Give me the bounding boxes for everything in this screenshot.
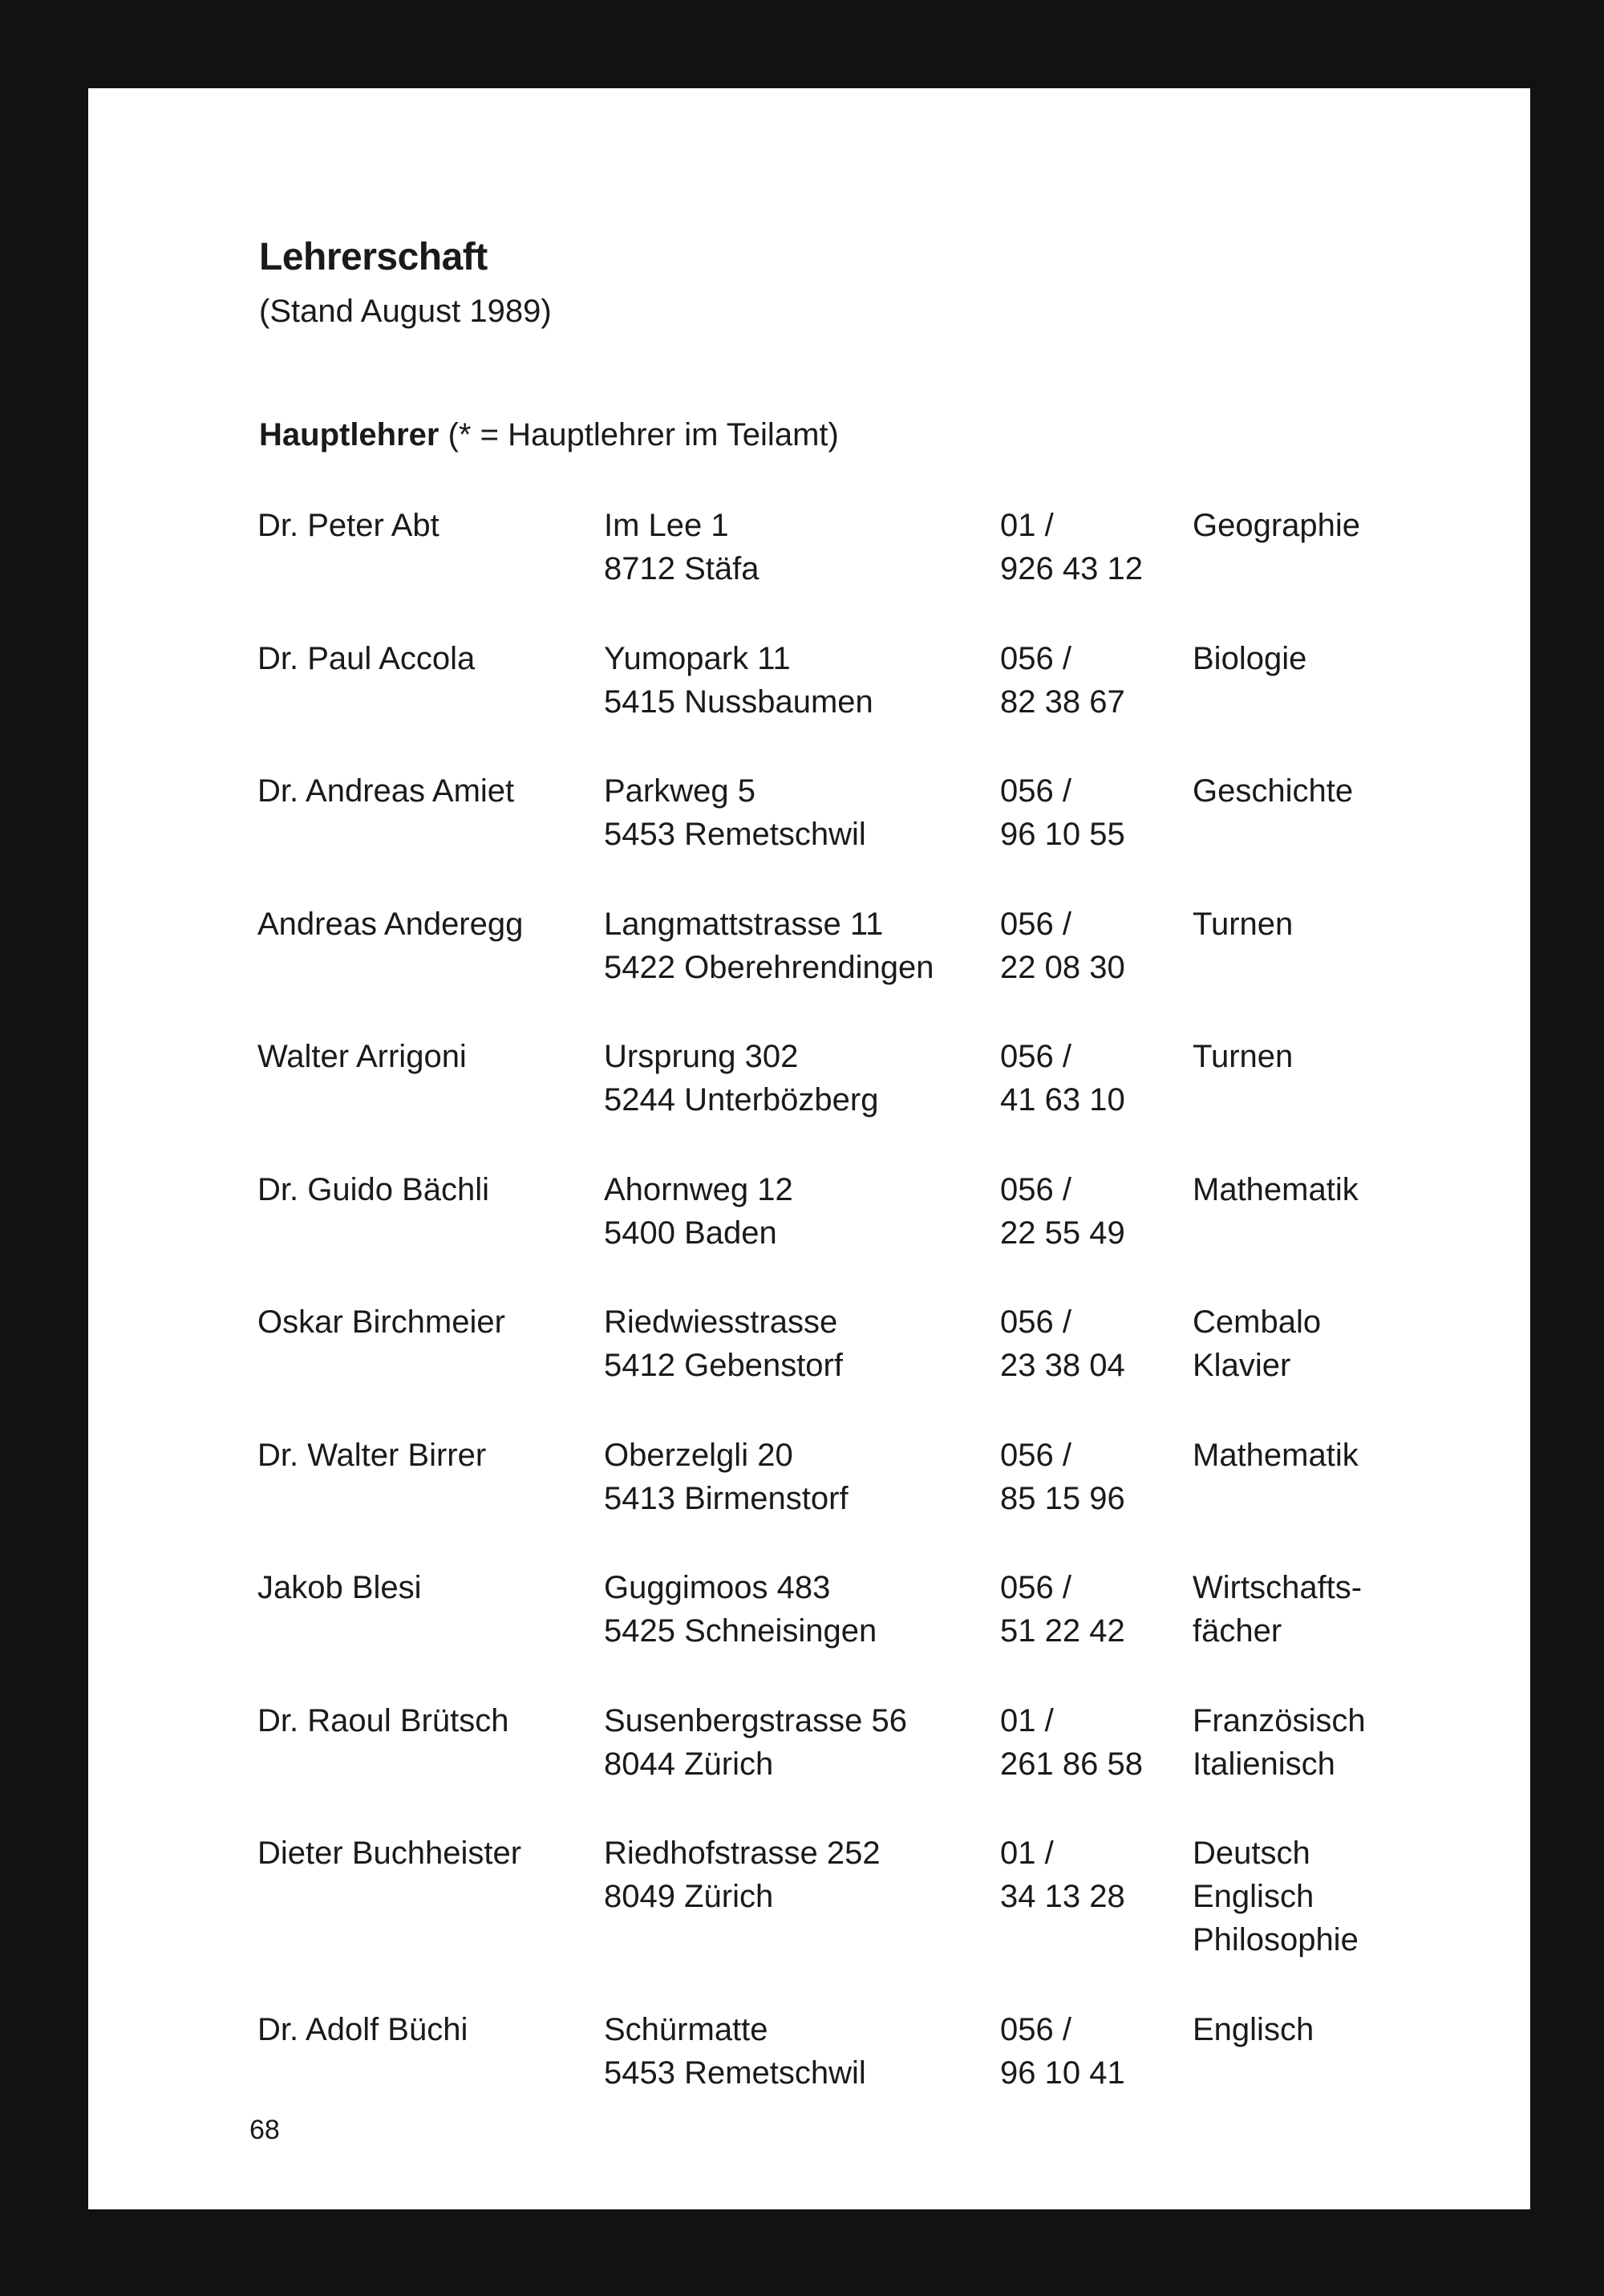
name-text: Dr. Peter Abt [257,508,439,543]
name-text: Dieter Buchheister [257,1836,522,1871]
phone-number: 23 38 04 [1000,1348,1125,1383]
teacher-subjects [1193,1699,1366,1786]
address-street: Ursprung 302 [604,1039,799,1074]
teacher-phone [1000,1699,1143,1786]
teacher-name [257,1300,505,1344]
subject-text: Mathematik [1193,1437,1359,1473]
address-street: Schürmatte [604,2011,768,2047]
phone-area-code: 056 / [1000,2011,1071,2047]
phone-area-code: 056 / [1000,773,1071,809]
address-street: Susenbergstrasse 56 [604,1702,908,1738]
address-city: 8049 Zürich [604,1879,774,1914]
subject-text: Englisch [1193,1879,1314,1914]
address-city: 5244 Unterbözberg [604,1082,879,1118]
page-title: Lehrerschaft [259,236,488,278]
teacher-subjects [1193,1832,1359,1961]
teacher-subjects [1193,769,1353,813]
address-street: Yumopark 11 [604,640,791,676]
phone-number: 96 10 55 [1000,817,1125,852]
name-text: Andreas Anderegg [257,906,524,942]
teacher-name [257,1566,422,1609]
phone-number: 51 22 42 [1000,1613,1125,1649]
name-text: Oskar Birchmeier [257,1304,505,1340]
teacher-subjects [1193,1300,1321,1387]
subject-text: Klavier [1193,1348,1291,1383]
phone-area-code: 056 / [1000,1437,1071,1473]
subject-text: Philosophie [1193,1922,1359,1957]
address-city: 5425 Schneisingen [604,1613,877,1649]
teacher-name [257,903,523,946]
address-city: 8712 Stäfa [604,551,759,586]
address-street: Parkweg 5 [604,773,755,809]
teacher-subjects [1193,1168,1359,1211]
teacher-list [88,88,1530,2209]
phone-area-code: 01 / [1000,1702,1054,1738]
page-subtitle: (Stand August 1989) [259,294,552,329]
subject-text: Italienisch [1193,1746,1335,1782]
teacher-name [257,769,514,813]
address-city: 5453 Remetschwil [604,817,866,852]
subject-text: Biologie [1193,640,1307,676]
address-street: Riedhofstrasse 252 [604,1836,881,1871]
teacher-address [604,1168,793,1255]
teacher-subjects [1193,1566,1362,1653]
subject-text: Französisch [1193,1702,1366,1738]
document-page [88,88,1530,2209]
phone-area-code: 01 / [1000,1836,1054,1871]
phone-area-code: 01 / [1000,508,1054,543]
address-city: 5415 Nussbaumen [604,684,873,720]
address-street: Oberzelgli 20 [604,1437,793,1473]
teacher-address [604,1035,878,1122]
address-city: 8044 Zürich [604,1746,774,1782]
name-text: Dr. Guido Bächli [257,1171,490,1207]
subject-text: Turnen [1193,1039,1294,1074]
name-text: Dr. Raoul Brütsch [257,1702,509,1738]
teacher-phone [1000,769,1125,856]
teacher-name [257,1035,467,1078]
teacher-subjects [1193,1434,1359,1477]
teacher-address [604,1434,849,1520]
name-text: Dr. Paul Accola [257,640,476,676]
teacher-subjects [1193,1035,1293,1078]
name-text: Walter Arrigoni [257,1039,467,1074]
address-city: 5413 Birmenstorf [604,1480,849,1516]
subject-text: Mathematik [1193,1171,1359,1207]
teacher-name [257,2008,468,2051]
teacher-address [604,2008,866,2095]
page-content [88,88,1530,2209]
teacher-name [257,1434,486,1477]
teacher-address [604,1832,881,1918]
phone-number: 926 43 12 [1000,551,1143,586]
teacher-address [604,1699,907,1786]
subject-text: Wirtschafts- [1193,1570,1363,1605]
address-street: Riedwiesstrasse [604,1304,838,1340]
subject-text: Geschichte [1193,773,1354,809]
teacher-phone [1000,1168,1125,1255]
address-street: Ahornweg 12 [604,1171,793,1207]
teacher-address [604,504,759,590]
teacher-subjects [1193,2008,1314,2051]
teacher-subjects [1193,637,1306,680]
teacher-phone [1000,504,1143,590]
section-note: (* = Hauptlehrer im Teilamt) [439,417,839,452]
phone-number: 41 63 10 [1000,1082,1125,1118]
address-street: Langmattstrasse 11 [604,906,884,942]
teacher-phone [1000,1035,1125,1122]
teacher-address [604,769,866,856]
name-text: Dr. Andreas Amiet [257,773,515,809]
teacher-address [604,1300,843,1387]
phone-area-code: 056 / [1000,906,1071,942]
address-street: Im Lee 1 [604,508,729,543]
phone-area-code: 056 / [1000,1570,1071,1605]
page-number: 68 [249,2115,280,2145]
phone-number: 96 10 41 [1000,2055,1125,2091]
teacher-address [604,1566,877,1653]
teacher-name [257,1699,508,1742]
teacher-name [257,1168,489,1211]
teacher-phone [1000,1832,1125,1918]
subject-text: Cembalo [1193,1304,1322,1340]
address-city: 5400 Baden [604,1215,777,1251]
subject-text: fächer [1193,1613,1282,1649]
phone-area-code: 056 / [1000,640,1071,676]
address-city: 5422 Oberehrendingen [604,949,934,985]
phone-area-code: 056 / [1000,1039,1071,1074]
teacher-name [257,504,439,547]
subject-text: Deutsch [1193,1836,1310,1871]
subject-text: Englisch [1193,2011,1314,2047]
subject-text: Geographie [1193,508,1361,543]
subject-text: Turnen [1193,906,1294,942]
phone-number: 22 55 49 [1000,1215,1125,1251]
teacher-phone [1000,903,1125,989]
phone-number: 82 38 67 [1000,684,1125,720]
teacher-subjects [1193,504,1360,547]
name-text: Dr. Adolf Büchi [257,2011,468,2047]
phone-area-code: 056 / [1000,1304,1071,1340]
teacher-subjects [1193,903,1293,946]
section-label: Hauptlehrer [259,417,439,452]
teacher-address [604,637,873,724]
phone-number: 261 86 58 [1000,1746,1143,1782]
teacher-phone [1000,1300,1125,1387]
name-text: Dr. Walter Birrer [257,1437,487,1473]
phone-area-code: 056 / [1000,1171,1071,1207]
phone-number: 85 15 96 [1000,1480,1125,1516]
address-city: 5453 Remetschwil [604,2055,866,2091]
teacher-name [257,637,475,680]
name-text: Jakob Blesi [257,1570,422,1605]
phone-number: 22 08 30 [1000,949,1125,985]
address-street: Guggimoos 483 [604,1570,831,1605]
teacher-address [604,903,934,989]
teacher-phone [1000,2008,1125,2095]
phone-number: 34 13 28 [1000,1879,1125,1914]
teacher-phone [1000,637,1125,724]
teacher-phone [1000,1566,1125,1653]
teacher-name [257,1832,521,1875]
teacher-phone [1000,1434,1125,1520]
address-city: 5412 Gebenstorf [604,1348,843,1383]
